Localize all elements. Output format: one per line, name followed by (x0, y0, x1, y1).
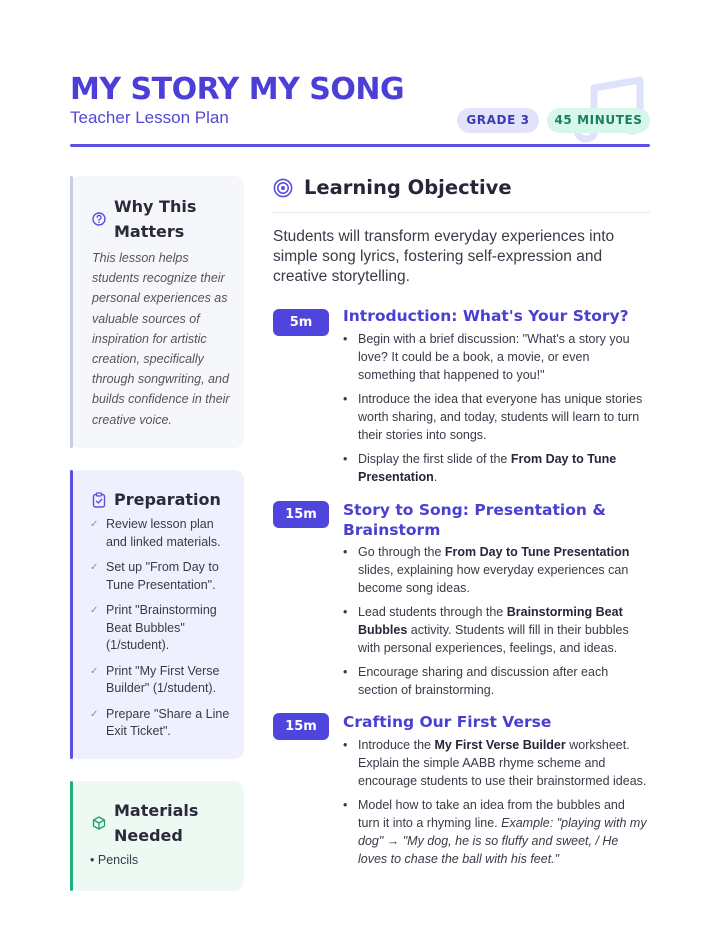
page-title: MY STORY MY SONG (70, 72, 405, 107)
section-title: Story to Song: Presentation & Brainstorm (343, 501, 606, 539)
objective-title: Learning Objective (304, 176, 512, 199)
prep-checklist (90, 516, 238, 749)
time-pill: 5m (273, 309, 329, 336)
cube-icon (92, 816, 106, 830)
check-icon: ✓ (90, 708, 99, 720)
materials-card (70, 781, 244, 891)
grade-badge: GRADE 3 (457, 108, 539, 133)
prep-card-header (92, 487, 221, 512)
card-accent-bar (70, 176, 73, 448)
section-bullet-item: • Begin with a brief discussion: "What's a story you love? It could be a book, a movie, or even something that happened to you!" (343, 330, 647, 384)
materials-title-line1: Materials (114, 801, 199, 820)
section-bullets (343, 736, 647, 874)
materials-list (90, 853, 138, 867)
section-title: Crafting Our First Verse (343, 713, 552, 731)
why-description: This lesson helps students recognize their personal experiences as valuable sources of inspiration for artistic creation, specifically through songwriting, and builds confidence in their creative voice. (92, 251, 230, 427)
prep-item: ✓ Review lesson plan and linked materials. (90, 516, 238, 551)
objective-text: Students will transform everyday experiences into simple song lyrics, fostering self-expression and creative storytelling. (273, 228, 615, 285)
objective-divider (273, 212, 650, 213)
time-pill: 15m (273, 713, 329, 740)
section-bullet-item: • Lead students through the Brainstorming Beat Bubbles activity. Students will fill in their bubbles with personal experiences, feelings, and ideas. (343, 603, 647, 657)
prep-item: ✓ Set up "From Day to Tune Presentation". (90, 559, 238, 594)
objective-header (273, 176, 512, 199)
page-subtitle: Teacher Lesson Plan (70, 108, 229, 127)
section-bullet-item: • Model how to take an idea from the bubbles and turn it into a rhyming line. Example: "playing with my dog" → "My dog, he is so fluffy and sweet, / He loves to chase the ball with his feet." (343, 796, 647, 868)
prep-title: Preparation (114, 490, 221, 509)
prep-item: ✓ Print "My First Verse Builder" (1/student). (90, 663, 238, 698)
clipboard-check-icon (92, 492, 106, 508)
materials-card-header (92, 798, 198, 848)
section-title: Introduction: What's Your Story? (343, 307, 629, 325)
check-icon: ✓ (90, 605, 99, 616)
card-accent-bar (70, 781, 73, 891)
section-bullet-item: • Introduce the idea that everyone has unique stories worth sharing, and today, students will learn to turn their stories into songs. (343, 390, 647, 444)
why-title-line2: Matters (114, 222, 185, 241)
section-bullet-item: • Introduce the My First Verse Builder worksheet. Explain the simple AABB rhyme scheme and encourage students to use their brainstormed ideas. (343, 736, 647, 790)
why-title-line1: Why This (114, 197, 197, 216)
card-accent-bar (70, 470, 73, 759)
section-bullet-item: • Display the first slide of the From Day to Tune Presentation. (343, 450, 647, 486)
check-icon: ✓ (90, 665, 99, 677)
materials-title-line2: Needed (114, 826, 183, 845)
section-bullet-item: • Encourage sharing and discussion after each section of brainstorming. (343, 663, 647, 699)
materials-item: • Pencils (90, 853, 139, 867)
check-icon: ✓ (90, 562, 99, 573)
section-bullets (343, 330, 647, 492)
header-divider (70, 144, 650, 147)
section-bullets (343, 543, 647, 705)
target-icon (273, 178, 293, 198)
why-this-matters-card (70, 176, 244, 448)
question-circle-icon (92, 212, 106, 226)
time-pill: 15m (273, 501, 329, 528)
section-bullet-item: • Go through the From Day to Tune Presentation slides, explaining how everyday experiences can become song ideas. (343, 543, 647, 597)
why-card-header (92, 194, 196, 244)
prep-item: ✓ Print "Brainstorming Beat Bubbles" (1/student). (90, 602, 238, 655)
check-icon: ✓ (90, 519, 99, 530)
duration-badge: 45 MINUTES (547, 108, 650, 133)
preparation-card (70, 470, 244, 759)
prep-item: ✓ Prepare "Share a Line Exit Ticket". (90, 706, 238, 741)
